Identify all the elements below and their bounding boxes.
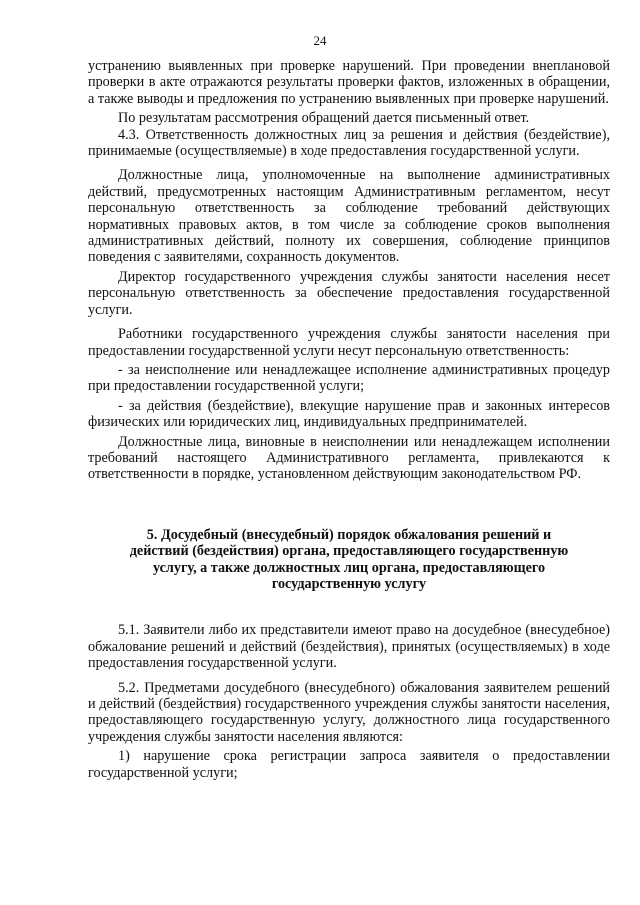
- paragraph-inspection-results: устранению выявленных при проверке нарушений. При проведении внеплановой проверки в акте отражаются результаты проверки фактов, изложенных в обращении, а также выводы и предложения по устранению выявленных при проверке нарушений.: [88, 58, 610, 107]
- heading-line: государственную услугу: [271, 575, 427, 592]
- paragraph-5-1: 5.1. Заявители либо их представители имеют право на досудебное (внесудебное) обжалование решений и действий (бездействия), принятых (осуществляемых) в ходе предоставления государственной услуги.: [88, 622, 610, 672]
- paragraph-written-answer: По результатам рассмотрения обращений дается письменный ответ.: [118, 110, 530, 127]
- heading-line: услугу, а также должностных лиц органа, предоставляющего: [152, 559, 546, 576]
- paragraph-liability: Должностные лица, виновные в неисполнении или ненадлежащем исполнении требований настоящего Административного регламента, привлекаются к ответственности в порядке, установленном действующим законодательством РФ.: [88, 433, 610, 483]
- document-body: [88, 58, 610, 781]
- heading-line: действий (бездействия) органа, предоставляющего государственную: [129, 543, 569, 560]
- list-item-violation: - за действия (бездействие), влекущие нарушение прав и законных интересов физических или юридических лиц, индивидуальных предпринимателей.: [88, 397, 610, 431]
- paragraph-4-3: 4.3. Ответственность должностных лиц за решения и действия (бездействие), принимаемые (осуществляемые) в ходе предоставления государственной услуги.: [88, 126, 610, 160]
- paragraph-employees-responsibility: Работники государственного учреждения службы занятости населения при предоставлении государственной услуги несут персональную ответственность:: [88, 326, 610, 359]
- page-number: 24: [313, 33, 327, 48]
- paragraph-5-2: 5.2. Предметами досудебного (внесудебного) обжалования заявителем решений и действий (бездействия) государственного учреждения службы занятости населения, предоставляющего государственную услугу, должностного лица государственного учреждения службы занятости населения являются:: [88, 679, 610, 745]
- section-5-heading: [98, 527, 600, 593]
- paragraph-director-responsibility: Директор государственного учреждения службы занятости населения несет персональную ответственность за обеспечение предоставления государственной услуги.: [88, 268, 610, 318]
- list-item-registration-deadline: 1) нарушение срока регистрации запроса заявителя о предоставлении государственной услуги;: [88, 748, 610, 781]
- list-item-nonperformance: - за неисполнение или ненадлежащее исполнение административных процедур при предоставлении государственной услуги;: [88, 361, 610, 395]
- heading-line: 5. Досудебный (внесудебный) порядок обжалования решений и: [146, 526, 552, 543]
- paragraph-officials-responsibility: Должностные лица, уполномоченные на выполнение административных действий, предусмотренных настоящим Административным регламентом, несут персональную ответственность за соблюдение требований действующих нормативных правовых актов, в том числе за соблюдение сроков выполнения административных действий, полноту их совершения, соблюдение принципов поведения с заявителями, сохранность документов.: [88, 167, 610, 266]
